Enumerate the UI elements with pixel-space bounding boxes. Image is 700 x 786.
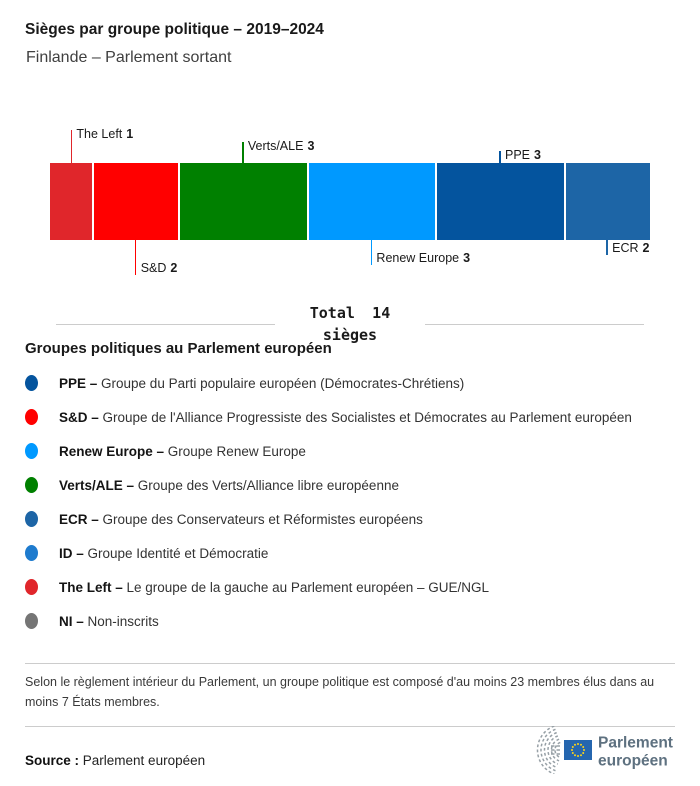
callout-seat-count: 3 — [463, 251, 471, 265]
legend-dot-ecr — [25, 511, 38, 527]
legend-text — [59, 512, 423, 527]
legend-group-abbr: ID – — [59, 545, 88, 561]
callout-seat-count: 3 — [534, 148, 541, 162]
legend-group-desc: Le groupe de la gauche au Parlement européen – GUE/NGL — [126, 579, 490, 595]
legend-dot-renew-europe — [25, 443, 38, 459]
legend-group-abbr: NI – — [59, 613, 88, 629]
legend-group-desc: Groupe Identité et Démocratie — [87, 545, 269, 561]
legend-text — [59, 614, 159, 629]
legend-row-the-left — [25, 570, 685, 604]
callout-label-verts-ale — [248, 139, 315, 153]
callout-line-verts-ale — [242, 142, 244, 163]
legend-dot-the-left — [25, 579, 38, 595]
callout-seat-count: 2 — [642, 241, 650, 255]
legend-group-desc: Groupe des Verts/Alliance libre européenne — [137, 477, 399, 493]
hemicycle-icon — [537, 726, 562, 774]
legend-row-ecr — [25, 502, 685, 536]
source-value: Parlement européen — [82, 753, 206, 768]
logo-text-line1: Parlement — [598, 734, 673, 752]
legend-list — [25, 366, 685, 638]
callout-group-name: The Left — [76, 127, 123, 141]
legend-text — [59, 546, 268, 561]
callout-seat-count: 1 — [126, 127, 134, 141]
total-rule-right — [425, 324, 644, 325]
legend-dot-ni — [25, 613, 38, 629]
callout-group-name: Renew Europe — [376, 251, 460, 265]
legend-text — [59, 376, 464, 391]
divider-top — [25, 663, 675, 664]
legend-row-s-d — [25, 400, 685, 434]
callout-line-s-d — [135, 240, 137, 275]
logo-text-line2: européen — [598, 752, 668, 770]
legend-heading: Groupes politiques au Parlement européen — [25, 340, 332, 357]
callout-group-name: S&D — [140, 261, 167, 275]
legend-dot-verts-ale — [25, 477, 38, 493]
source-line — [25, 753, 205, 768]
page-subtitle: Finlande – Parlement sortant — [26, 49, 232, 66]
callout-label-renew-europe — [376, 251, 470, 265]
legend-group-desc: Groupe de l'Alliance Progressiste des Socialistes et Démocrates au Parlement européen — [102, 409, 632, 425]
callout-line-ecr — [606, 240, 608, 255]
legend-group-abbr: Renew Europe – — [59, 443, 168, 459]
callout-group-name: PPE — [505, 148, 531, 162]
footnote: Selon le règlement intérieur du Parlement, un groupe politique est composé d'au moins 23 membres élus dans au moins 7 États membres. — [25, 675, 655, 709]
legend-row-ni — [25, 604, 685, 638]
callout-label-ecr — [612, 241, 649, 255]
legend-group-abbr: Verts/ALE – — [59, 477, 138, 493]
legend-row-renew-europe — [25, 434, 685, 468]
legend-text — [59, 410, 632, 425]
legend-group-abbr: S&D – — [59, 409, 103, 425]
legend-dot-s-d — [25, 409, 38, 425]
seats-chart — [0, 115, 700, 295]
legend-dot-id — [25, 545, 38, 561]
legend-row-id — [25, 536, 685, 570]
total-line2: sièges — [322, 325, 378, 344]
callout-group-name: ECR — [612, 241, 639, 255]
legend-group-abbr: PPE – — [59, 375, 102, 391]
callout-line-the-left — [71, 130, 73, 163]
legend-group-abbr: The Left – — [59, 579, 127, 595]
legend-group-desc: Non-inscrits — [87, 613, 159, 629]
callout-line-ppe — [499, 151, 501, 163]
legend-group-abbr: ECR – — [59, 511, 103, 527]
european-parliament-logo — [535, 726, 675, 774]
page-title: Sièges par groupe politique – 2019–2024 — [25, 21, 324, 38]
callout-label-the-left — [76, 127, 133, 141]
total-rule-left — [56, 324, 275, 325]
callout-label-s-d — [141, 261, 178, 275]
legend-text — [59, 580, 489, 595]
total-line1: Total 14 — [309, 304, 391, 322]
eu-flag-icon — [564, 740, 592, 760]
callout-seat-count: 2 — [170, 261, 178, 275]
callout-line-renew-europe — [371, 240, 373, 265]
callout-group-name: Verts/ALE — [247, 139, 304, 153]
legend-group-desc: Groupe des Conservateurs et Réformistes européens — [102, 511, 423, 527]
legend-row-ppe — [25, 366, 685, 400]
source-label: Source : — [25, 753, 80, 768]
legend-group-desc: Groupe Renew Europe — [167, 443, 306, 459]
callout-seat-count: 3 — [307, 139, 315, 153]
legend-dot-ppe — [25, 375, 38, 391]
legend-text — [59, 478, 399, 493]
callout-label-ppe — [505, 148, 541, 162]
legend-row-verts-ale — [25, 468, 685, 502]
legend-group-desc: Groupe du Parti populaire européen (Démocrates-Chrétiens) — [101, 375, 465, 391]
legend-text — [59, 444, 306, 459]
callout-layer — [0, 115, 700, 295]
